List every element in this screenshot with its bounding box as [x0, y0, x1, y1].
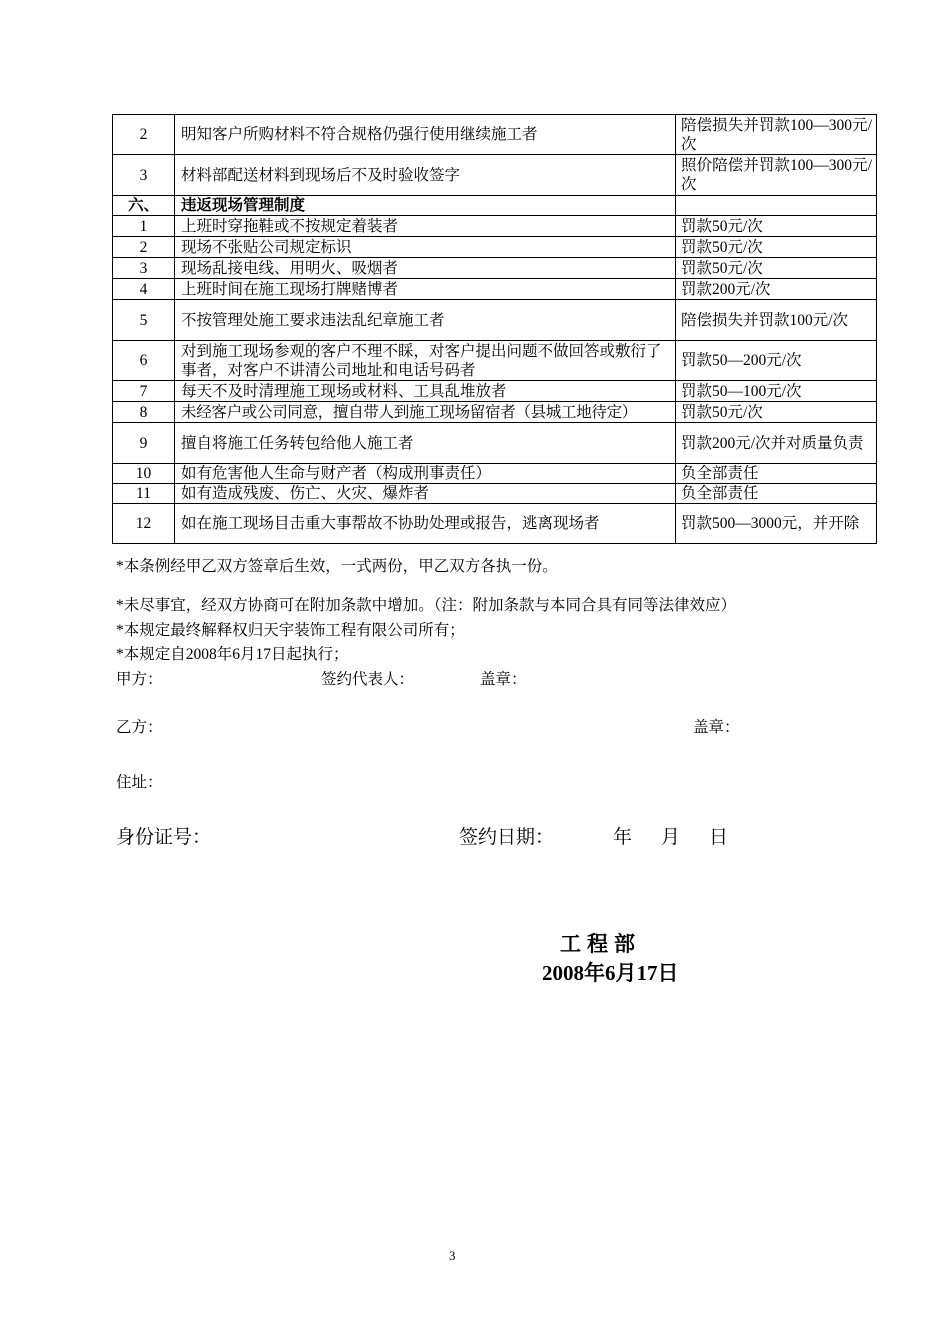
row-penalty: 罚款200元/次并对质量负责 — [676, 423, 877, 464]
row-number: 11 — [113, 484, 175, 504]
row-number: 1 — [113, 216, 175, 237]
row-number: 7 — [113, 381, 175, 402]
row-number: 10 — [113, 464, 175, 484]
table-row — [113, 484, 877, 504]
rules-table — [112, 114, 877, 544]
seal-label: 盖章： — [480, 671, 527, 688]
row-penalty: 罚款50—200元/次 — [676, 341, 877, 381]
representative-label: 签约代表人： — [321, 671, 415, 688]
row-description: 如在施工现场目击重大事帮故不协助处理或报告，逃离现场者 — [175, 504, 676, 544]
row-description: 上班时间在施工现场打牌赌博者 — [175, 279, 676, 300]
row-number: 2 — [113, 115, 175, 155]
table-row — [113, 464, 877, 484]
row-description: 每天不及时清理施工现场或材料、工具乱堆放者 — [175, 381, 676, 402]
row-penalty: 负全部责任 — [676, 484, 877, 504]
row-number: 6 — [113, 341, 175, 381]
year-label: 年 — [613, 827, 633, 848]
row-description: 如有造成残废、伤亡、火灾、爆炸者 — [175, 484, 676, 504]
row-penalty: 负全部责任 — [676, 464, 877, 484]
table-row — [113, 504, 877, 544]
row-penalty: 罚款50元/次 — [676, 237, 877, 258]
row-number: 5 — [113, 300, 175, 341]
note-interpretation: *本规定最终解释权归天宇装饰工程有限公司所有； — [116, 622, 465, 639]
note-execution-date: *本规定自2008年6月17日起执行； — [116, 646, 349, 663]
row-number: 3 — [113, 155, 175, 196]
note-effective: *本条例经甲乙双方签章后生效，一式两份，甲乙双方各执一份。 — [116, 558, 558, 575]
party-a-label: 甲方： — [116, 671, 163, 688]
row-description: 如有危害他人生命与财产者（构成刑事责任） — [175, 464, 676, 484]
row-description: 现场不张贴公司规定标识 — [175, 237, 676, 258]
month-label: 月 — [661, 827, 681, 848]
address-label: 住址： — [116, 774, 163, 791]
row-number: 8 — [113, 402, 175, 423]
row-penalty: 罚款200元/次 — [676, 279, 877, 300]
table-row — [113, 300, 877, 341]
row-penalty: 罚款50元/次 — [676, 216, 877, 237]
row-penalty: 罚款50元/次 — [676, 402, 877, 423]
row-penalty: 罚款50元/次 — [676, 258, 877, 279]
row-description: 现场乱接电线、用明火、吸烟者 — [175, 258, 676, 279]
row-description: 材料部配送材料到现场后不及时验收签字 — [175, 155, 676, 196]
table-row — [113, 115, 877, 155]
issue-date: 2008年6月17日 — [542, 961, 679, 985]
table-row — [113, 402, 877, 423]
page-number: 3 — [449, 1248, 456, 1263]
row-penalty: 照价陪偿并罚款100—300元/次 — [676, 155, 877, 196]
table-row — [113, 216, 877, 237]
table-row — [113, 341, 877, 381]
id-number-label: 身份证号： — [116, 827, 212, 848]
row-number: 2 — [113, 237, 175, 258]
rules-table-body — [113, 115, 877, 544]
row-number: 9 — [113, 423, 175, 464]
row-penalty: 罚款50—100元/次 — [676, 381, 877, 402]
row-number: 3 — [113, 258, 175, 279]
table-row — [113, 155, 877, 196]
table-row — [113, 237, 877, 258]
section-header-row — [113, 196, 877, 216]
party-b-label: 乙方： — [116, 719, 163, 736]
row-description: 未经客户或公司同意，擅自带人到施工现场留宿者（县城工地待定） — [175, 402, 676, 423]
row-description: 上班时穿拖鞋或不按规定着装者 — [175, 216, 676, 237]
row-number: 12 — [113, 504, 175, 544]
row-description: 对到施工现场参观的客户不理不睬，对客户提出问题不做回答或敷衍了事者，对客户不讲清公司地址和电话号码者 — [175, 341, 676, 381]
table-row — [113, 258, 877, 279]
table-row — [113, 279, 877, 300]
section-number: 六、 — [113, 196, 175, 216]
row-penalty: 罚款500—3000元，并开除 — [676, 504, 877, 544]
table-row — [113, 423, 877, 464]
table-row — [113, 381, 877, 402]
row-description: 擅自将施工任务转包给他人施工者 — [175, 423, 676, 464]
day-label: 日 — [709, 827, 729, 848]
row-description: 不按管理处施工要求违法乱纪章施工者 — [175, 300, 676, 341]
note-supplement: *未尽事宜，经双方协商可在附加条款中增加。（注：附加条款与本同合具有同等法律效应） — [116, 597, 737, 614]
row-penalty: 陪偿损失并罚款100元/次 — [676, 300, 877, 341]
row-penalty — [676, 196, 877, 216]
section-title: 违返现场管理制度 — [175, 196, 676, 216]
row-penalty: 陪偿损失并罚款100—300元/次 — [676, 115, 877, 155]
sign-date-label: 签约日期： — [459, 827, 555, 848]
row-description: 明知客户所购材料不符合规格仍强行使用继续施工者 — [175, 115, 676, 155]
row-number: 4 — [113, 279, 175, 300]
seal-b-label: 盖章： — [693, 719, 740, 736]
department-name: 工程部 — [560, 932, 641, 956]
